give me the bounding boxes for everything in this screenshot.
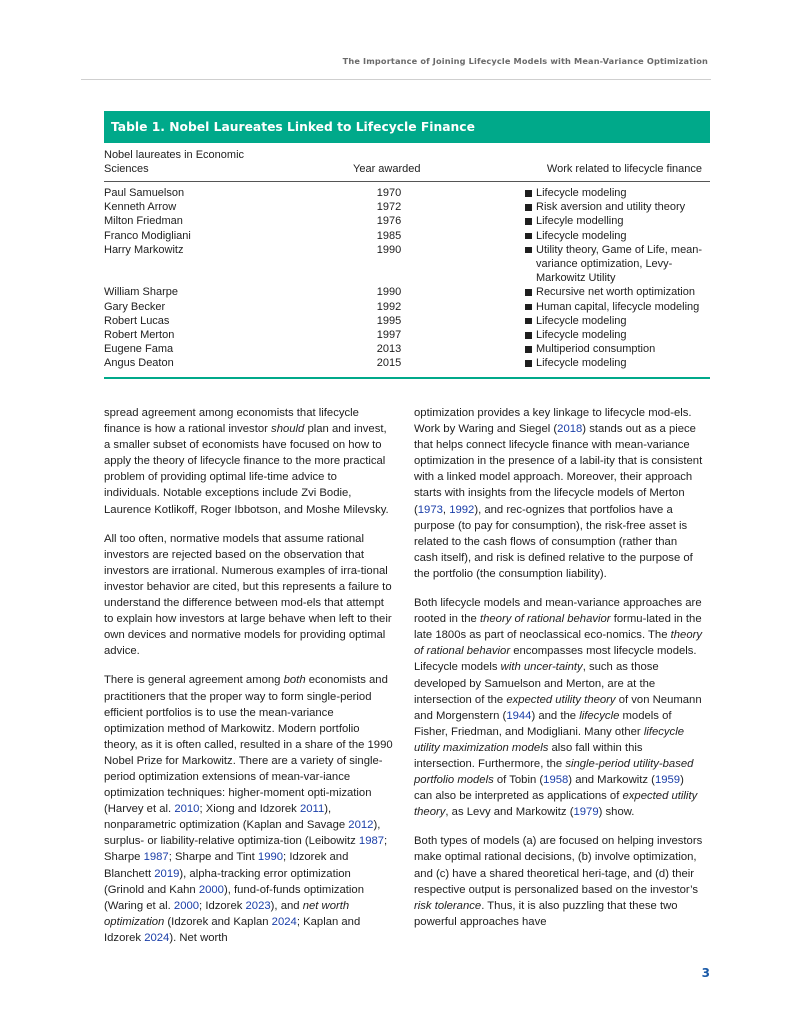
work-description bbox=[524, 300, 710, 314]
year-awarded: 1990 bbox=[376, 286, 402, 299]
laureate-name: Paul Samuelson bbox=[104, 187, 185, 199]
citation-link[interactable]: 2024 bbox=[144, 931, 170, 944]
page-number: 3 bbox=[701, 966, 710, 980]
laureate-name: Robert Merton bbox=[104, 329, 175, 342]
table-row bbox=[104, 356, 710, 370]
bullet-square-icon bbox=[525, 190, 532, 197]
work-description bbox=[524, 285, 710, 299]
header-divider bbox=[81, 79, 711, 80]
bullet-square-icon bbox=[525, 346, 532, 353]
citation-link[interactable]: 2024 bbox=[271, 915, 297, 928]
citation-link[interactable]: 1992 bbox=[449, 503, 475, 516]
table-row bbox=[104, 285, 710, 299]
table-bottom-rule bbox=[104, 377, 710, 379]
column-header-work: Work related to lifecycle finance bbox=[546, 163, 702, 175]
running-header: The Importance of Joining Lifecycle Models with Mean-Variance Optimization bbox=[342, 56, 708, 66]
laureate-name: Milton Friedman bbox=[104, 215, 183, 228]
year-awarded: 1997 bbox=[376, 329, 402, 342]
laureate-name: Eugene Fama bbox=[104, 343, 174, 356]
work-text: Lifecycle modeling bbox=[536, 314, 627, 327]
citation-link[interactable]: 2023 bbox=[245, 899, 271, 912]
citation-link[interactable]: 2000 bbox=[173, 899, 200, 912]
bullet-square-icon bbox=[525, 304, 532, 311]
text-column-left bbox=[104, 405, 394, 959]
work-text: Lifecyle modelling bbox=[536, 215, 624, 228]
citation-link[interactable]: 1944 bbox=[506, 709, 532, 722]
bullet-square-icon bbox=[525, 332, 532, 339]
year-awarded: 1992 bbox=[376, 300, 402, 313]
citation-link[interactable]: 2010 bbox=[174, 803, 200, 816]
year-awarded: 1985 bbox=[376, 229, 402, 242]
work-text: Lifecycle modeling bbox=[536, 187, 627, 199]
paragraph: All too often, normative models that assume rational investors are rejected based on the observation that investors are irrational. Numerous examples of irra-tional investor behavior are cited, but this represents a failure to understand the difference between mod-els that attempt to explain how investors at large behave when left to their own devices and normative models for providing optimal advice. bbox=[104, 532, 392, 658]
citation-link[interactable]: 2000 bbox=[198, 883, 224, 896]
work-text: Lifecycle modeling bbox=[536, 329, 627, 342]
table-row bbox=[104, 229, 710, 243]
table-row bbox=[104, 243, 710, 286]
bullet-square-icon bbox=[525, 318, 532, 325]
laureate-name: Gary Becker bbox=[104, 300, 166, 313]
work-description bbox=[524, 229, 710, 243]
citation-link[interactable]: 1958 bbox=[543, 774, 569, 787]
year-awarded: 2015 bbox=[376, 357, 402, 370]
bullet-square-icon bbox=[525, 218, 532, 225]
work-description bbox=[524, 356, 710, 370]
citation-link[interactable]: 1979 bbox=[573, 806, 599, 819]
table-row bbox=[104, 314, 710, 328]
year-awarded: 1972 bbox=[376, 201, 402, 214]
paragraph: Both types of models (a) are focused on helping investors make optimal rational decisions, (b) involve optimization, and (c) have a shared theoretical heri-tage, and (d) their respective output is personalized based on the investor’s risk tolerance. Thus, it is also puzzling that these two powerful approaches have bbox=[414, 835, 703, 928]
work-text: Recursive net worth optimization bbox=[536, 286, 695, 299]
work-text: Utility theory, Game of Life, mean-variance optimization, Levy-Markowitz Utility bbox=[536, 243, 703, 285]
text-column-right bbox=[414, 405, 704, 943]
citation-link[interactable]: 1959 bbox=[654, 774, 681, 787]
work-text: Lifecycle modeling bbox=[536, 357, 627, 370]
work-text: Risk aversion and utility theory bbox=[536, 201, 686, 214]
citation-link[interactable]: 2019 bbox=[154, 867, 180, 880]
work-description bbox=[524, 314, 710, 328]
paragraph: Both lifecycle models and mean-variance approaches are rooted in the theory of rational behavior formu-lated in the late 1800s as part of neoclassical eco-nomics. The theory of rational behavior encompasses most lifecycle models. Lifecycle models with uncer-tainty, such as those developed by Samuelson and Merton, are at the intersection of the expected utility theory of von Neumann and Morgenstern (1944) and the lifecycle models of Fisher, Friedman, and Modigliani. Many other lifecycle utility maximization models also fall within this intersection. Furthermore, the single-period utility-based portfolio models of Tobin (1958) and Markowitz (1959) can also be interpreted as applications of expected utility theory, as Levy and Markowitz (1979) show. bbox=[414, 597, 703, 819]
paragraph: spread agreement among economists that lifecycle finance is how a rational investor should plan and invest, a smaller subset of economists have focused on how to apply the theory of lifecycle finance to the more practical problem of providing optimal life-time advice to individuals. Notable exceptions include Zvi Bodie, Laurence Kotlikoff, Roger Ibbotson, and Moshe Milevsky. bbox=[104, 407, 389, 516]
bullet-square-icon bbox=[525, 204, 532, 211]
table-row bbox=[104, 200, 710, 214]
year-awarded: 1976 bbox=[376, 215, 402, 228]
table-row bbox=[104, 186, 710, 200]
work-description bbox=[524, 342, 710, 356]
bullet-square-icon bbox=[525, 247, 532, 254]
year-awarded: 1995 bbox=[376, 314, 402, 327]
citation-link[interactable]: 2012 bbox=[348, 819, 374, 832]
work-description bbox=[524, 214, 710, 228]
laureate-name: Kenneth Arrow bbox=[104, 201, 177, 214]
table-header-rule bbox=[104, 181, 710, 182]
laureate-name: Angus Deaton bbox=[104, 357, 174, 370]
table-row bbox=[104, 300, 710, 314]
year-awarded: 1990 bbox=[376, 243, 402, 256]
citation-link[interactable]: 1987 bbox=[143, 851, 169, 864]
year-awarded: 2013 bbox=[376, 343, 402, 356]
column-header-laureates: Nobel laureates in Economic Sciences bbox=[104, 149, 245, 175]
laureate-name: Franco Modigliani bbox=[104, 229, 191, 242]
table-title: Table 1. Nobel Laureates Linked to Lifecycle Finance bbox=[104, 111, 710, 143]
bullet-square-icon bbox=[525, 360, 532, 367]
laureate-name: William Sharpe bbox=[104, 286, 178, 299]
work-text: Lifecycle modeling bbox=[536, 229, 627, 242]
work-text: Multiperiod consumption bbox=[536, 343, 656, 356]
citation-link[interactable]: 1987 bbox=[358, 835, 385, 848]
work-description bbox=[524, 243, 710, 286]
table-row bbox=[104, 328, 710, 342]
citation-link[interactable]: 2018 bbox=[557, 423, 583, 436]
work-text: Human capital, lifecycle modeling bbox=[536, 300, 700, 313]
table-row bbox=[104, 214, 710, 228]
work-description bbox=[524, 200, 710, 214]
table-row bbox=[104, 342, 710, 356]
bullet-square-icon bbox=[525, 289, 532, 296]
column-header-year: Year awarded bbox=[353, 163, 421, 175]
table-body bbox=[104, 186, 710, 371]
paragraph: optimization provides a key linkage to lifecycle mod-els. Work by Waring and Siegel (2018) stands out as a piece that helps connect lifecycle finance with mean-variance optimization in the presence of a labil-ity that is consistent with a linked model approach. Moreover, their approach starts with insights from the lifecycle models of Merton (1973, 1992), and rec-ognizes that portfolios have a purpose (to pay for consumption), the risk-free asset is related to the cash flows of consumption (rather than cash itself), and risk is defined relative to the purpose of the portfolio (the consumption liability). bbox=[414, 407, 703, 580]
bullet-square-icon bbox=[525, 233, 532, 240]
work-description bbox=[524, 186, 710, 200]
year-awarded: 1970 bbox=[376, 187, 402, 199]
work-description bbox=[524, 328, 710, 342]
laureate-name: Harry Markowitz bbox=[104, 243, 184, 256]
paragraph: There is general agreement among both economists and practitioners that the proper way to form single-period efficient portfolios is to use the mean-variance optimization method of Markowitz. Modern portfolio theory, as it is often called, resulted in a share of the 1990 Nobel Prize for Markowitz. There are a variety of single-period optimization extensions of mean-var-iance optimization techniques: higher-moment opti-mization (Harvey et al. 2010; Xiong and Idzorek 2011), nonparametric optimization (Kaplan and Savage 2012), surplus- or liability-relative optimiza-tion (Leibowitz 1987; Sharpe 1987; Sharpe and Tint 1990; Idzorek and Blanchett 2019), alpha-tracking error optimization (Grinold and Kahn 2000), fund-of-funds optimization (Waring et al. 2000; Idzorek 2023), and net worth optimization (Idzorek and Kaplan 2024; Kaplan and Idzorek 2024). Net worth bbox=[104, 674, 393, 944]
citation-link[interactable]: 1990 bbox=[257, 851, 284, 864]
laureate-name: Robert Lucas bbox=[104, 314, 170, 327]
citation-link[interactable]: 2011 bbox=[299, 803, 325, 816]
citation-link[interactable]: 1973 bbox=[417, 503, 443, 516]
table-column-headers bbox=[104, 148, 710, 180]
